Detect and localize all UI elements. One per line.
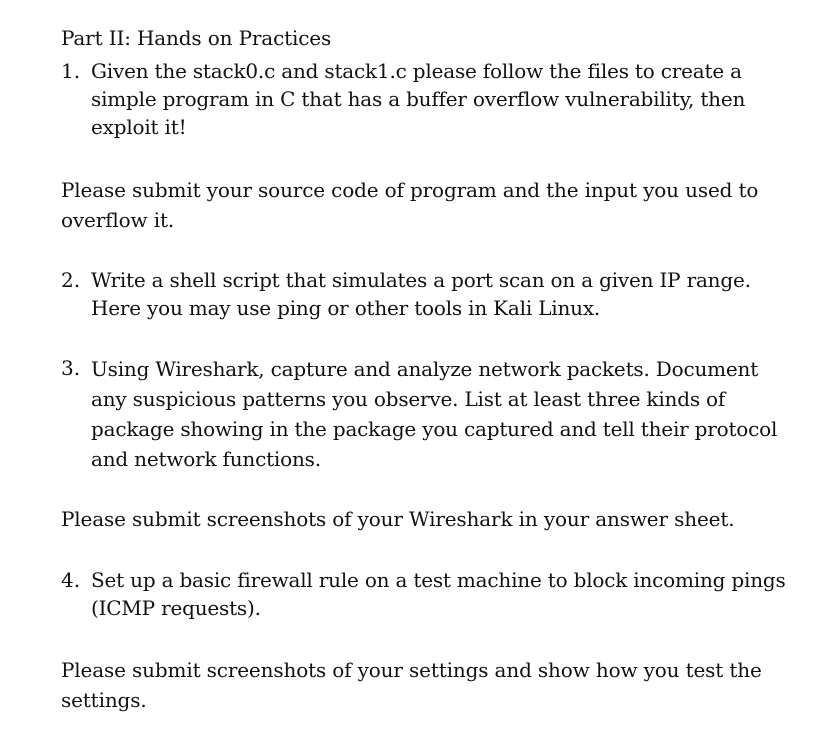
item-1-text bbox=[91, 57, 745, 141]
item-1-line-2: simple program in C that has a buffer overflow vulnerability, then bbox=[91, 87, 746, 111]
note-3 bbox=[61, 655, 762, 715]
item-1-line-3: exploit it! bbox=[91, 115, 187, 139]
item-4-line-2: (ICMP requests). bbox=[91, 596, 261, 620]
item-1-number: 1. bbox=[61, 59, 81, 83]
item-2-line-1: Write a shell script that simulates a port scan on a given IP range. bbox=[91, 268, 751, 292]
note-3-line-2: settings. bbox=[61, 688, 147, 712]
item-1-line-1: Given the stack0.c and stack1.c please follow the files to create a bbox=[91, 59, 742, 83]
item-3-line-3: package showing in the package you captured and tell their protocol bbox=[91, 417, 778, 441]
item-2-line-2: Here you may use ping or other tools in Kali Linux. bbox=[91, 296, 601, 320]
note-2 bbox=[61, 504, 734, 534]
item-4-number: 4. bbox=[61, 568, 81, 592]
item-3-line-4: and network functions. bbox=[91, 447, 321, 471]
item-2-number: 2. bbox=[61, 268, 81, 292]
note-3-line-1: Please submit screenshots of your settings and show how you test the bbox=[61, 658, 762, 682]
note-2-line-1: Please submit screenshots of your Wireshark in your answer sheet. bbox=[61, 507, 735, 531]
note-1-line-1: Please submit your source code of program and the input you used to bbox=[61, 178, 759, 202]
note-1-line-2: overflow it. bbox=[61, 208, 175, 232]
item-4-text bbox=[91, 566, 786, 622]
note-1 bbox=[61, 175, 758, 235]
item-3-line-1: Using Wireshark, capture and analyze network packets. Document bbox=[91, 357, 759, 381]
item-2-text bbox=[91, 266, 751, 322]
item-3-text bbox=[91, 354, 777, 474]
item-3-line-2: any suspicious patterns you observe. List at least three kinds of bbox=[91, 387, 726, 411]
item-3-number: 3. bbox=[61, 356, 81, 380]
section-heading: Part II: Hands on Practices bbox=[61, 26, 332, 50]
item-4-line-1: Set up a basic firewall rule on a test machine to block incoming pings bbox=[91, 568, 786, 592]
